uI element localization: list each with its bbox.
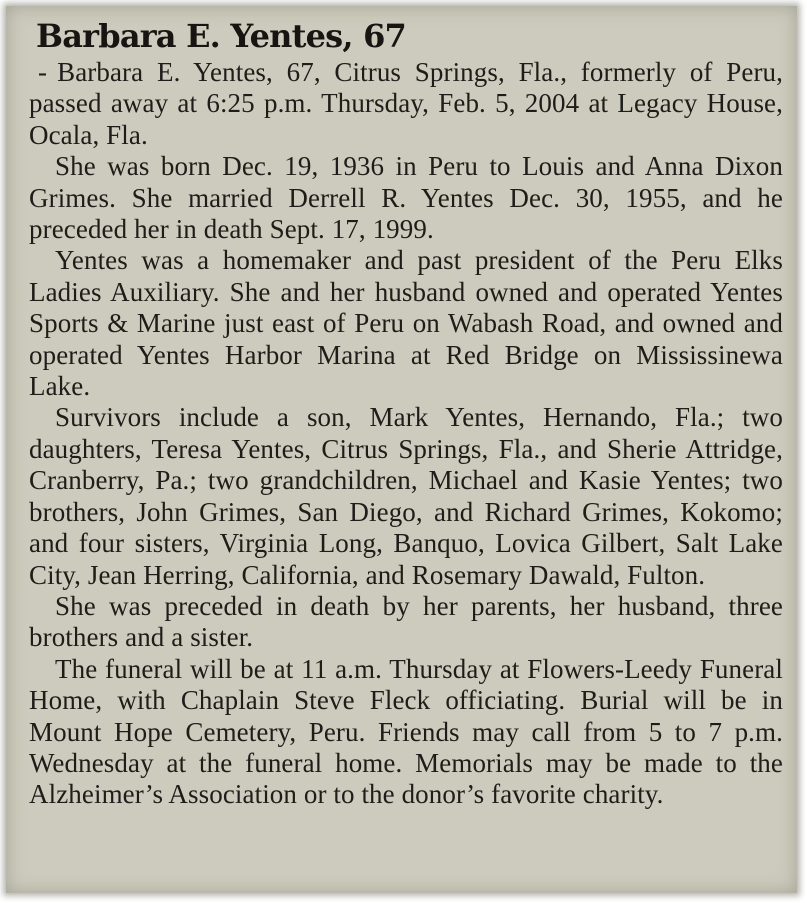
lead-dash-mark: - [38, 57, 48, 87]
obituary-body [29, 57, 783, 811]
obituary-clipping [6, 6, 797, 893]
obituary-paragraph-2: She was born Dec. 19, 1936 in Peru to Louis and Anna Dixon Grimes. She married Derrell R. Yentes Dec. 30, 1955, and he preceded her in death Sept. 17, 1999. [29, 151, 783, 245]
obituary-paragraph-1 [29, 57, 783, 151]
obituary-paragraph-4: Survivors include a son, Mark Yentes, Hernando, Fla.; two daughters, Teresa Yentes, Citrus Springs, Fla., and Sherie Attridge, Cranberry, Pa.; two grandchildren, Michael and Kasie Yentes; two brothers, John Grimes, San Diego, and Richard Grimes, Kokomo; and four sisters, Virginia Long, Banquo, Lovica Gilbert, Salt Lake City, Jean Herring, California, and Rosemary Dawald, Fulton. [29, 402, 783, 590]
obituary-paragraph-6: The funeral will be at 11 a.m. Thursday at Flowers-Leedy Funeral Home, with Chaplain Steve Fleck officiating. Burial will be in Mount Hope Cemetery, Peru. Friends may call from 5 to 7 p.m. Wednesday at the funeral home. Memorials may be made to the Alzheimer’s Association or to the donor’s favorite charity. [29, 653, 783, 810]
obituary-headline: Barbara E. Yentes, 67 [36, 17, 407, 55]
newspaper-clipping-frame [6, 6, 797, 893]
obituary-paragraph-5: She was preceded in death by her parents, her husband, three brothers and a sister. [29, 590, 783, 653]
obituary-paragraph-1-text: Barbara E. Yentes, 67, Citrus Springs, Fla., formerly of Peru, passed away at 6:25 p.m. Thursday, Feb. 5, 2004 at Legacy House, Ocala, Fla. [29, 57, 783, 150]
obituary-paragraph-3: Yentes was a homemaker and past president of the Peru Elks Ladies Auxiliary. She and her husband owned and operated Yentes Sports & Marine just east of Peru on Wabash Road, and owned and operated Yentes Harbor Marina at Red Bridge on Mississinewa Lake. [29, 245, 783, 402]
